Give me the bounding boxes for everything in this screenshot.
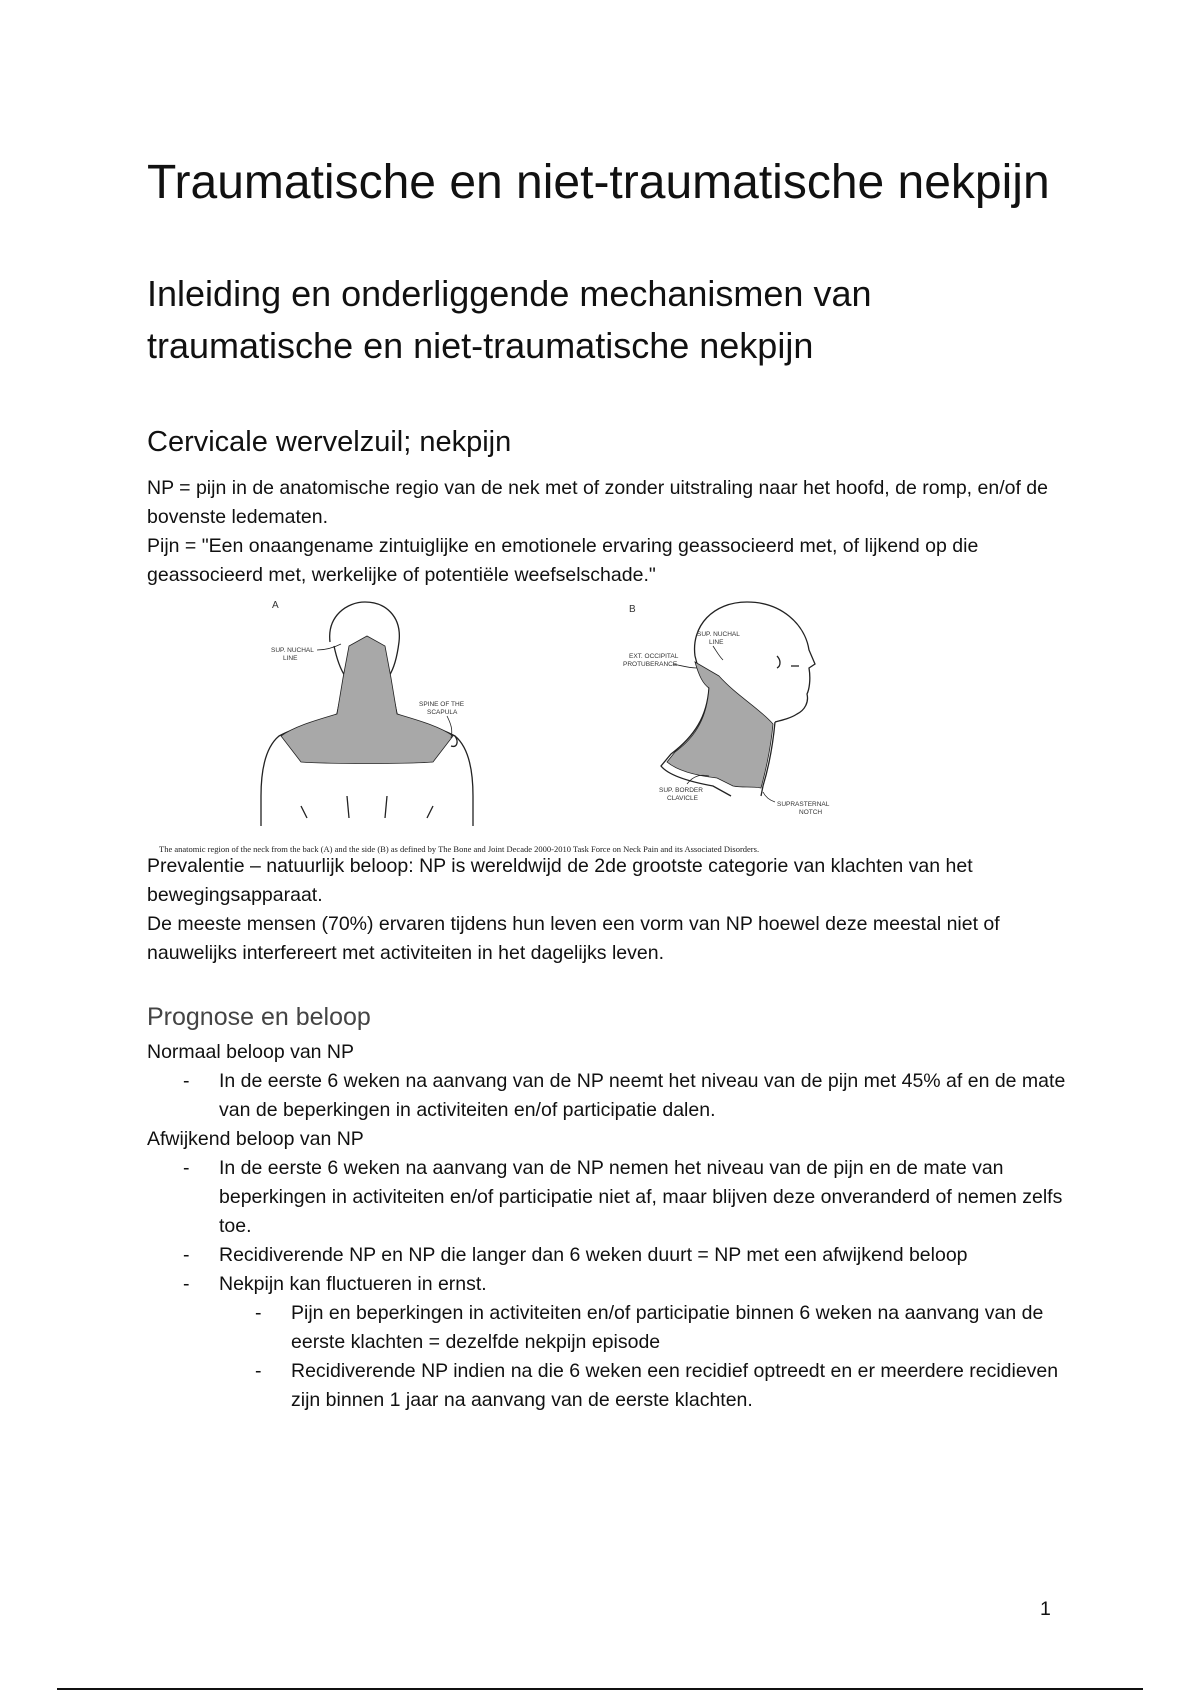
label-sup-nuchal-b-2: LINE [709,639,724,646]
figure-caption: The anatomic region of the neck from the back (A) and the side (B) as defined by The Bone and Joint Decade 2000-2010 Task Force on Neck Pain and its Associated Disorders. [159,844,760,854]
panel-a-label: A [272,600,279,611]
label-spine-1: SPINE OF THE [419,701,465,708]
prevalence-paragraph-2: De meeste mensen (70%) ervaren tijdens hun leven een vorm van NP hoewel deze meestal niet of nauwelijks interfereert met activiteiten in het dagelijks leven. [147,913,1000,964]
list-dash: - [183,1157,190,1179]
pointer-sup-nuchal-a [317,644,341,650]
document-title: Traumatische en niet-traumatische nekpijn [147,156,1050,209]
section-heading: Inleiding en onderliggende mechanismen van traumatische en niet-traumatische nekpijn [147,273,872,366]
label-sup-nuchal-b-1: SUP. NUCHAL [697,631,740,638]
label-ext-occ-1: EXT. OCCIPITAL [629,653,679,660]
np-definition: NP = pijn in de anatomische regio van de nek met of zonder uitstraling naar het hoofd, de romp, en/of de bovenste ledematen. [147,477,1048,528]
footer-divider [57,1688,1143,1690]
page-content [147,148,1067,1415]
neck-anatomy-illustration [147,596,947,848]
pointer-sup-nuchal-b [713,646,723,660]
prevalence-paragraph-1: Prevalentie – natuurlijk beloop: NP is wereldwijd de 2de grootste categorie van klachten van het bewegingsapparaat. [147,855,973,906]
label-notch-1: SUPRASTERNAL [777,801,830,808]
abnormal-course-list [147,1154,1067,1415]
list-item: - Pijn en beperkingen in activiteiten en/of participatie binnen 6 weken na aanvang van de eerste klachten = dezelfde nekpijn episode [291,1299,1067,1357]
subsection-heading: Cervicale wervelzuil; nekpijn [147,426,512,458]
normal-course-label: Normaal beloop van NP [147,1041,355,1063]
neck-region-back [281,636,453,764]
neck-anatomy-figure [147,596,947,852]
pointer-notch [763,792,775,802]
prognosis-heading: Prognose en beloop [147,1003,371,1031]
normal-course-list [147,1067,1067,1125]
list-dash: - [255,1302,262,1324]
nested-list [219,1299,1067,1415]
list-item: - Nekpijn kan fluctueren in ernst. - Pijn en beperkingen in activiteiten en/of participatie binnen 6 weken na aanvang van de eerste klachten = dezelfde nekpijn episode - Recidiverende NP indien na die 6 weken een recidief optreedt en er meerdere recidieven zijn binnen 1 jaar na aanvang van de eerste klachten. [219,1270,1067,1415]
label-ext-occ-2: PROTUBERANCE [623,661,678,668]
label-spine-2: SCAPULA [427,709,458,716]
list-item: - Recidiverende NP en NP die langer dan 6 weken duurt = NP met een afwijkend beloop [219,1241,1067,1270]
list-dash: - [255,1360,262,1382]
list-dash: - [183,1273,190,1295]
list-dash: - [183,1070,190,1092]
list-item: - In de eerste 6 weken na aanvang van de NP neemt het niveau van de pijn met 45% af en de mate van de beperkingen in activiteiten en/of participatie dalen. [219,1067,1067,1125]
label-notch-2: NOTCH [799,809,823,816]
list-dash: - [183,1244,190,1266]
label-clavicle-2: CLAVICLE [667,795,698,802]
label-sup-nuchal-a-1: SUP. NUCHAL [271,647,314,654]
label-clavicle-1: SUP. BORDER [659,787,703,794]
page-number: 1 [1040,1598,1051,1620]
list-item: - Recidiverende NP indien na die 6 weken een recidief optreedt en er meerdere recidieven zijn binnen 1 jaar na aanvang van de eerste klachten. [291,1357,1067,1415]
neck-region-side [667,662,773,788]
pain-definition: Pijn = "Een onaangename zintuiglijke en emotionele ervaring geassocieerd met, of lijkend op die geassocieerd met, werkelijke of potentiële weefselschade." [147,535,979,586]
label-sup-nuchal-a-2: LINE [283,655,298,662]
panel-b-label: B [629,604,636,615]
list-item: - In de eerste 6 weken na aanvang van de NP nemen het niveau van de pijn en de mate van beperkingen in activiteiten en/of participatie niet af, maar blijven deze onveranderd of nemen zelfs toe. [219,1154,1067,1241]
abnormal-course-label: Afwijkend beloop van NP [147,1128,364,1150]
